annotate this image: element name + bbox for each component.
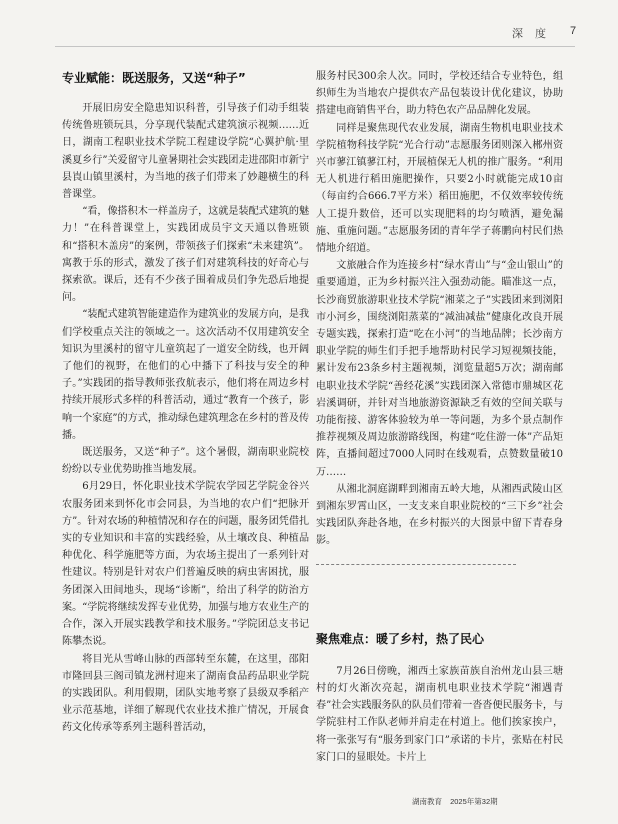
- page-header: [0, 0, 618, 54]
- left-column: [62, 68, 309, 737]
- page-number: 7: [570, 25, 577, 37]
- article-paragraph: “装配式建筑智能建造作为建筑业的发展方向，是我们学校重点关注的领域之一。这次活动不仅用建筑安全知识为里溪村的留守儿童筑起了一道安全防线，也开阔了他们的视野，在他们的心中播下了科技与安全的种子。”实践团的指导教师张孜航表示，他们将在周边乡村持续开展形式多样的科普活动，通过“教育一个孩子，影响一个家庭”的方式，推动绿色建筑理念在乡村的普及传播。: [62, 309, 309, 441]
- page-footer: [412, 796, 498, 807]
- section-divider: [316, 564, 516, 565]
- publication-name: 湖南教育: [412, 797, 442, 806]
- right-column: [316, 68, 563, 766]
- issue-number: 2025年第32期: [450, 797, 498, 806]
- article-paragraph: 开展旧房安全隐患知识科普，引导孩子们动手组装传统鲁班锁玩具，分享现代装配式建筑演示视频……近日，湖南工程职业技术学院工程建设学院“心翼护航·里溪夏乡行”关爱留守儿童暑期社会实践团走进邵阳市新宁县崀山镇里溪村，为当地的孩子们带来了妙趣横生的科普课堂。: [62, 103, 309, 201]
- article-paragraph: 将目光从雪峰山脉的西部转至东麓，在这里，邵阳市隆回县三阁司镇龙洲村迎来了湖南食品药品职业学院的实践团队。利用假期，团队实地考察了县级双季稻产业示范基地，详细了解现代农业技术推广情况，开展食药文化传承等系列主题科普活动，: [62, 653, 309, 734]
- article-paragraph: 从湘北洞庭湖畔到湘南五岭大地，从湘西武陵山区到湘东罗霄山区，一支支来自职业院校的“三下乡”社会实践团队奔赴各地，在乡村振兴的大图景中留下青春身影。: [316, 483, 563, 547]
- article-paragraph: 文旅融合作为连接乡村“绿水青山”与“金山银山”的重要通道，正为乡村振兴注入强劲动能。瞄准这一点，长沙商贸旅游职业技术学院“湘菜之子”实践团来到浏阳市小河乡，围绕浏阳蒸菜的“减油减盐”健康化改良开展专题实践，探索打造“吃在小河”的当地品牌；长沙南方职业学院的师生们手把手地帮助村民学习短视频技能，累计发布23条乡村主题视频，浏览量超5万次；湖南邮电职业技术学院“善经花溪”实践团深入常德市鼎城区花岩溪调研，并针对当地旅游资源缺乏有效的空间关联与功能衔接、游客体验较为单一等问题，为多个景点制作推荐视频及周边旅游路线图，构建“吃住游一体”产品矩阵，直播间超过7000人同时在线观看，点赞数量破10万……: [316, 260, 563, 478]
- article-paragraph: 服务村民300余人次。同时，学校还结合专业特色，组织师生为当地农户提供农产品包装设计优化建议，协助搭建电商销售平台，助力特色农产品品牌化发展。: [316, 71, 563, 117]
- section-label: 深度: [512, 28, 558, 40]
- article-paragraph: 同样是聚焦现代农业发展，湖南生物机电职业技术学院植物科技学院“光合行动”志愿服务团则深入郴州资兴市蓼江镇蓼江村，开展植保无人机的推广服务。“利用无人机进行稻田施肥操作，只要2小时就能完成10亩（每亩约合666.7平方米）稻田施肥，不仅效率较传统人工提升数倍，还可以实现肥料的均匀喷洒，避免漏施、重施问题。”志愿服务团的青年学子蒋鹏向村民们热情地介绍道。: [316, 122, 563, 255]
- header-rule: [55, 46, 575, 47]
- section-title-focus-difficulties: 聚焦难点：暖了乡村，热了民心: [316, 631, 485, 646]
- section-title-professional-empowerment: 专业赋能：既送服务，又送“种子”: [62, 71, 246, 85]
- article-paragraph: 6月29日，怀化职业技术学院农学园艺学院金谷兴农服务团来到怀化市会同县，为当地的农户们“把脉开方”。针对农场的种植情况和存在的问题，服务团凭借扎实的专业知识和丰富的实践经验，从土壤改良、种植品种优化、科学施肥等方面，为农场主提出了一系列针对性建议。特别是针对农户们普遍反映的病虫害困扰，服务团深入田间地头，现场“诊断”，给出了科学的防治方案。“学院将继续发挥专业优势，加强与地方农业生产的合作，深入开展实践教学和技术服务。”学院团总支书记陈攀杰说。: [62, 481, 309, 648]
- article-paragraph: 既送服务，又送“种子”。这个暑假，湖南职业院校纷纷以专业优势助推当地发展。: [62, 447, 309, 476]
- article-paragraph: “看，像搭积木一样盖房子，这就是装配式建筑的魅力！”在科普课堂上，实践团成员宇文天通以鲁班锁和“搭积木盖房”的案例，带领孩子们探索“未来建筑”。寓教于乐的形式，激发了孩子们对建筑科技的好奇心与探索欲。课后，还有不少孩子围着成员们争先恐后地提问。: [62, 206, 309, 304]
- article-paragraph: 7月26日傍晚，湘西土家族苗族自治州龙山县三塘村的灯火渐次亮起，湖南机电职业技术学院“湘遇青春”社会实践服务队的队员们带着一沓沓便民服务卡，与学院驻村工作队老师并肩走在村道上。他们挨家挨户，将一张张写有“服务到家门口”承诺的卡片，张贴在村民家门口的显眼处。卡片上: [316, 665, 563, 763]
